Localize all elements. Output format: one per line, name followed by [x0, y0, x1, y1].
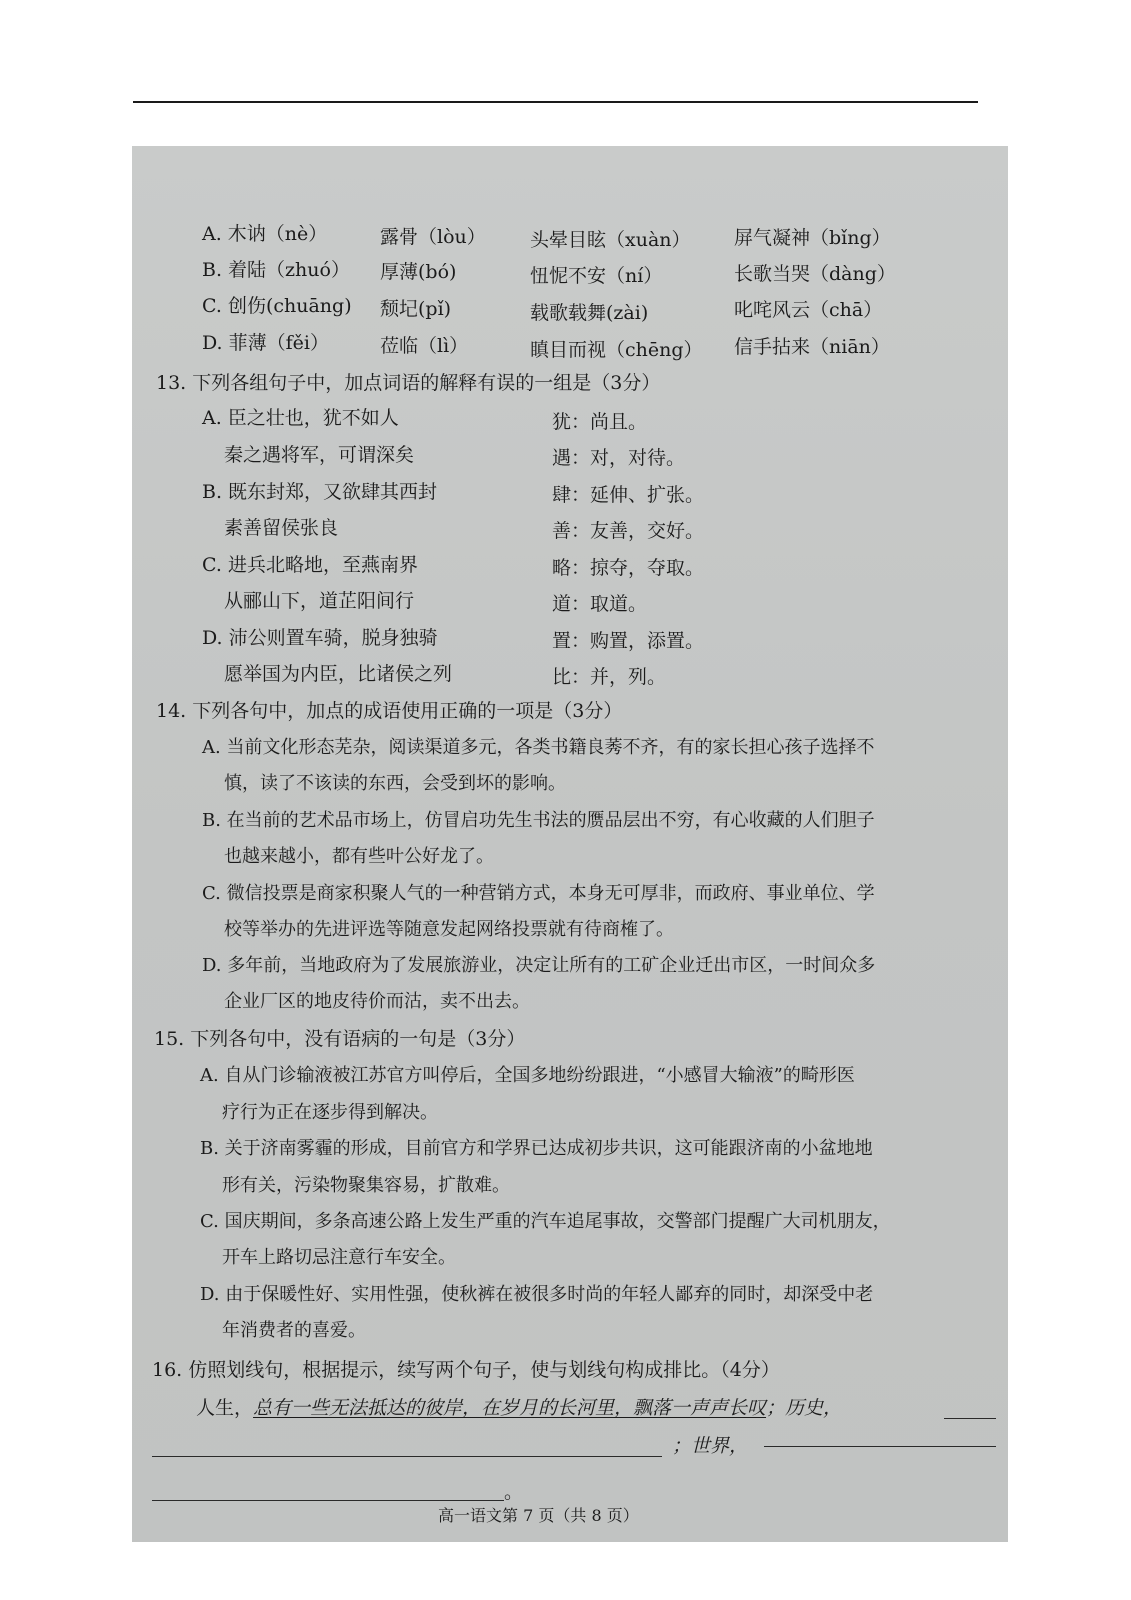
q14-line-6: 校等举办的先进评选等随意发起网络投票就有待商榷了。: [224, 919, 674, 940]
q13-row-3-right: 肆：延伸、扩张。: [552, 484, 705, 506]
q13-row-4-left: 素善留侯张良: [224, 517, 339, 539]
q16-stem: 16. 仿照划线句，根据提示，续写两个句子，使与划线句构成排比。（4分）: [152, 1359, 780, 1381]
q12-d-2: 莅临（lì）: [380, 335, 469, 357]
q13-row-1-right: 犹：尚且。: [552, 411, 648, 433]
q13-row-8-right: 比：并，列。: [552, 666, 667, 688]
q12-b-2: 厚薄(bó): [380, 261, 457, 283]
q12-a-2: 露骨（lòu）: [380, 226, 486, 248]
q12-a-1: A. 木讷（nè）: [202, 223, 328, 245]
q13-row-5-right: 略：掠夺，夺取。: [552, 557, 705, 579]
q14-line-7: D. 多年前，当地政府为了发展旅游业，决定让所有的工矿企业迁出市区，一时间众多: [202, 955, 876, 976]
q15-line-2: 疗行为正在逐步得到解决。: [222, 1102, 438, 1123]
q13-row-6-right: 道：取道。: [552, 593, 648, 615]
q16-underlined-sentence: 总有一些无法抵达的彼岸，在岁月的长河里，飘落一声声长叹: [253, 1397, 767, 1419]
q13-row-7-right: 置：购置，添置。: [552, 630, 705, 652]
q13-row-8-left: 愿举国为内臣，比诸侯之列: [224, 663, 453, 685]
q16-blank-history[interactable]: [152, 1456, 662, 1457]
q15-line-5: C. 国庆期间，多条高速公路上发生严重的汽车追尾事故，交警部门提醒广大司机朋友，: [200, 1211, 891, 1232]
q15-stem: 15. 下列各句中，没有语病的一句是（3分）: [154, 1028, 526, 1050]
q13-row-3-left: B. 既东封郑，又欲肆其西封: [202, 481, 438, 503]
q13-row-2-right: 遇：对，对待。: [552, 447, 686, 469]
q12-d-3: 瞋目而视（chēng）: [530, 339, 703, 361]
q15-line-1: A. 自从门诊输液被江苏官方叫停后，全国多地纷纷跟进，“小感冒大输液”的畸形医: [200, 1065, 855, 1086]
q12-c-3: 载歌载舞(zài): [530, 302, 649, 324]
q15-line-3: B. 关于济南雾霾的形成，目前官方和学界已达成初步共识，这可能跟济南的小盆地地: [200, 1138, 873, 1159]
q12-c-1: C. 创伤(chuāng): [202, 295, 352, 317]
q13-stem: 13. 下列各组句子中，加点词语的解释有误的一组是（3分）: [156, 372, 661, 394]
q14-stem: 14. 下列各句中，加点的成语使用正确的一项是（3分）: [156, 700, 623, 722]
q12-c-4: 叱咤风云（chā）: [734, 299, 883, 321]
q15-line-8: 年消费者的喜爱。: [222, 1320, 366, 1341]
q12-d-4: 信手拈来（niān）: [734, 336, 890, 358]
q14-line-3: B. 在当前的艺术品市场上，仿冒启功先生书法的赝品层出不穷，有心收藏的人们胆子: [202, 810, 875, 831]
exam-page: [132, 146, 1008, 1542]
q13-row-7-left: D. 沛公则置车骑，脱身独骑: [202, 627, 438, 649]
q12-c-2: 颓圮(pǐ): [380, 298, 452, 320]
q13-row-4-right: 善：友善，交好。: [552, 520, 705, 542]
q16-blank-world[interactable]: [152, 1500, 504, 1501]
q16-sentence: [196, 1396, 842, 1420]
q16-end: 。: [504, 1481, 524, 1503]
q14-line-4: 也越来越小，都有些叶公好龙了。: [224, 846, 494, 867]
q15-line-6: 开车上路切忌注意行车安全。: [222, 1247, 456, 1268]
q14-line-2: 慎，读了不该读的东西，会受到坏的影响。: [224, 773, 566, 794]
q12-a-3: 头晕目眩（xuàn）: [530, 229, 691, 251]
q12-a-4: 屏气凝神（bǐng）: [734, 227, 891, 249]
q12-d-1: D. 菲薄（fěi）: [202, 332, 329, 354]
q16-mid: ；世界，: [672, 1435, 749, 1457]
q13-row-2-left: 秦之遇将军，可谓深矣: [224, 444, 415, 466]
q16-blank-world-start[interactable]: [764, 1446, 996, 1447]
q12-b-3: 忸怩不安（ní）: [530, 265, 663, 287]
q16-blank-history-start[interactable]: [944, 1418, 996, 1419]
q13-row-5-left: C. 进兵北略地，至燕南界: [202, 554, 418, 576]
q14-line-1: A. 当前文化形态芜杂，阅读渠道多元，各类书籍良莠不齐，有的家长担心孩子选择不: [202, 737, 875, 758]
header-rule: [133, 101, 978, 103]
q15-line-7: D. 由于保暖性好、实用性强，使秋裤在被很多时尚的年轻人鄙弃的同时，却深受中老: [200, 1284, 874, 1305]
q16-after: ；历史，: [766, 1397, 843, 1419]
q12-b-4: 长歌当哭（dàng）: [734, 263, 896, 285]
q15-line-4: 形有关，污染物聚集容易，扩散难。: [222, 1175, 510, 1196]
q13-row-1-left: A. 臣之壮也，犹不如人: [202, 407, 399, 429]
q14-line-5: C. 微信投票是商家积聚人气的一种营销方式，本身无可厚非，而政府、事业单位、学: [202, 883, 875, 904]
q12-b-1: B. 着陆（zhuó）: [202, 259, 350, 281]
q16-prefix: 人生，: [196, 1397, 254, 1419]
page-footer: 高一语文第 7 页（共 8 页）: [438, 1506, 639, 1525]
q13-row-6-left: 从郦山下，道芷阳间行: [224, 590, 415, 612]
q14-line-8: 企业厂区的地皮待价而沽，卖不出去。: [224, 991, 530, 1012]
